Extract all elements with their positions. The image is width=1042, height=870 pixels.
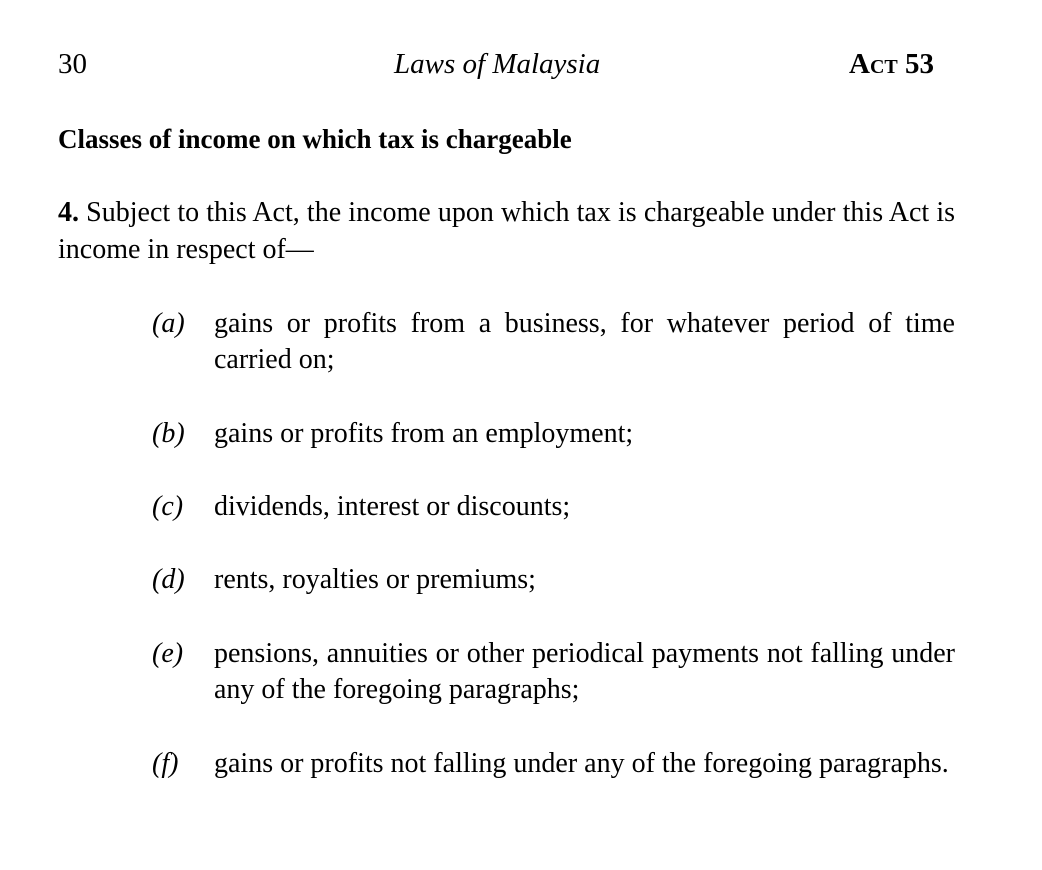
paragraph-label: (e): [152, 638, 184, 669]
list-item: [152, 562, 955, 598]
act-word: Act: [849, 48, 898, 80]
list-item: [152, 306, 955, 378]
list-item: [152, 636, 955, 708]
list-item: [152, 489, 955, 525]
list-item: [152, 746, 955, 782]
paragraph-text: pensions, annuities or other periodical payments not falling under any of the foregoing paragraphs;: [214, 638, 955, 705]
paragraph-text: gains or profits from an employment;: [214, 418, 634, 449]
paragraph-text: gains or profits not falling under any of the foregoing paragraphs.: [214, 748, 949, 779]
page-number: 30: [58, 48, 87, 80]
page-header: [58, 44, 958, 84]
list-item: [152, 416, 955, 452]
paragraph-label: (c): [152, 491, 184, 522]
section-heading: Classes of income on which tax is chargeable: [58, 124, 572, 154]
paragraph-text: dividends, interest or discounts;: [214, 491, 571, 522]
paragraph-text: rents, royalties or premiums;: [214, 564, 536, 595]
section-intro-text: Subject to this Act, the income upon which tax is chargeable under this Act is income in respect of—: [58, 197, 955, 265]
paragraph-text: gains or profits from a business, for whatever period of time carried on;: [214, 308, 955, 375]
paragraph-label: (b): [152, 418, 185, 449]
section-intro: [58, 194, 955, 268]
paragraph-label: (d): [152, 564, 185, 595]
running-title: Laws of Malaysia: [394, 48, 601, 80]
section-number: 4.: [58, 197, 79, 228]
paragraph-label: (a): [152, 308, 185, 339]
act-number: 53: [905, 48, 934, 80]
act-reference: [849, 44, 934, 84]
paragraph-label: (f): [152, 748, 179, 779]
